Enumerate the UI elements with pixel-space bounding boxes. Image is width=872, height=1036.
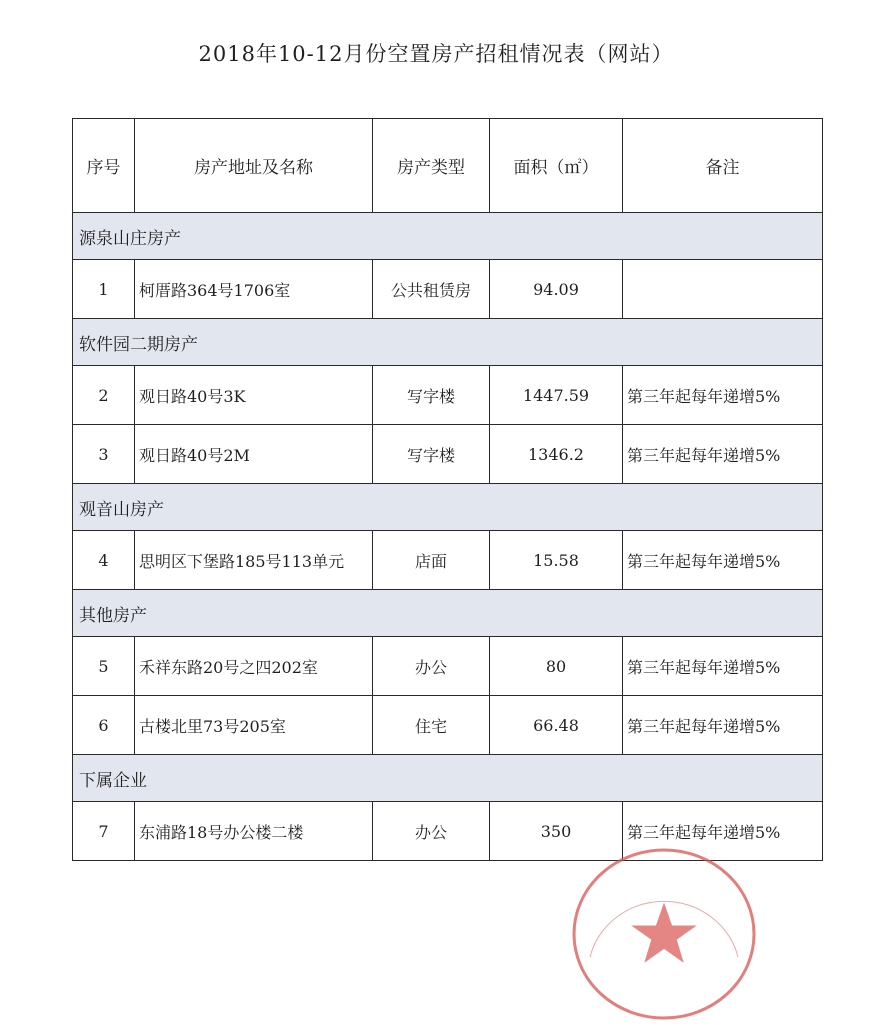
cell-type: 写字楼: [373, 366, 490, 425]
cell-remark: 第三年起每年递增5%: [623, 531, 823, 590]
header-address: 房产地址及名称: [135, 119, 373, 213]
header-area: 面积（㎡）: [490, 119, 623, 213]
cell-no: 3: [73, 425, 135, 484]
cell-address: 观日路40号2M: [135, 425, 373, 484]
section-row: [73, 590, 823, 637]
cell-remark: [623, 260, 823, 319]
cell-remark: 第三年起每年递增5%: [623, 696, 823, 755]
cell-type: 写字楼: [373, 425, 490, 484]
cell-address: 思明区下堡路185号113单元: [135, 531, 373, 590]
star-icon: [636, 907, 692, 959]
section-title: 其他房产: [73, 590, 823, 637]
table-row: [73, 425, 823, 484]
cell-type: 办公: [373, 802, 490, 861]
cell-no: 7: [73, 802, 135, 861]
table-row: [73, 802, 823, 861]
cell-remark: 第三年起每年递增5%: [623, 637, 823, 696]
cell-no: 6: [73, 696, 135, 755]
cell-no: 2: [73, 366, 135, 425]
section-title: 软件园二期房产: [73, 319, 823, 366]
cell-area: 350: [490, 802, 623, 861]
cell-area: 15.58: [490, 531, 623, 590]
cell-area: 94.09: [490, 260, 623, 319]
section-row: [73, 213, 823, 260]
seal-ring: [574, 850, 754, 1018]
cell-address: 柯厝路364号1706室: [135, 260, 373, 319]
section-row: [73, 755, 823, 802]
cell-area: 80: [490, 637, 623, 696]
cell-remark: 第三年起每年递增5%: [623, 802, 823, 861]
cell-area: 1346.2: [490, 425, 623, 484]
official-seal: [568, 845, 760, 1023]
section-title: 下属企业: [73, 755, 823, 802]
table-header-row: [73, 119, 823, 213]
cell-address: 古楼北里73号205室: [135, 696, 373, 755]
section-title: 源泉山庄房产: [73, 213, 823, 260]
table-row: [73, 696, 823, 755]
cell-type: 店面: [373, 531, 490, 590]
cell-no: 1: [73, 260, 135, 319]
vacant-property-table: [72, 118, 823, 861]
cell-area: 1447.59: [490, 366, 623, 425]
table-row: [73, 531, 823, 590]
header-remark: 备注: [623, 119, 823, 213]
cell-no: 4: [73, 531, 135, 590]
cell-no: 5: [73, 637, 135, 696]
cell-address: 禾祥东路20号之四202室: [135, 637, 373, 696]
header-no: 序号: [73, 119, 135, 213]
section-title: 观音山房产: [73, 484, 823, 531]
cell-remark: 第三年起每年递增5%: [623, 425, 823, 484]
cell-area: 66.48: [490, 696, 623, 755]
cell-type: 办公: [373, 637, 490, 696]
table-row: [73, 366, 823, 425]
header-type: 房产类型: [373, 119, 490, 213]
cell-address: 东浦路18号办公楼二楼: [135, 802, 373, 861]
cell-type: 公共租赁房: [373, 260, 490, 319]
cell-type: 住宅: [373, 696, 490, 755]
seal-text-arc: [590, 901, 738, 957]
cell-remark: 第三年起每年递增5%: [623, 366, 823, 425]
seal-graphic: [574, 850, 754, 1018]
page-title: 2018年10-12月份空置房产招租情况表（网站）: [198, 42, 674, 66]
cell-address: 观日路40号3K: [135, 366, 373, 425]
section-row: [73, 319, 823, 366]
table-row: [73, 637, 823, 696]
table-row: [73, 260, 823, 319]
section-row: [73, 484, 823, 531]
